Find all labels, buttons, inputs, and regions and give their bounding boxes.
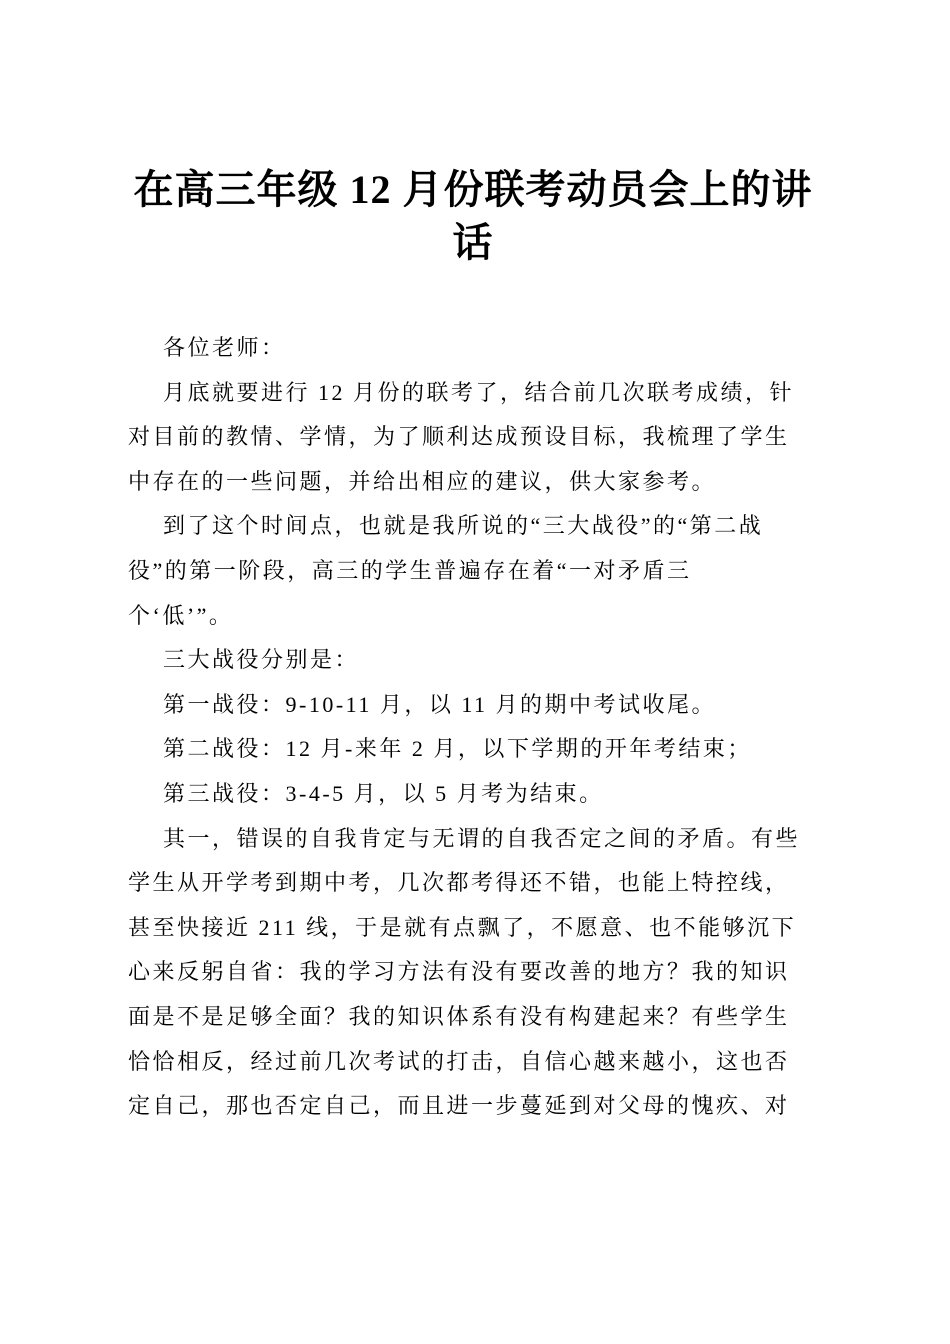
- body-line: 学生从开学考到期中考，几次都考得还不错，也能上特控线，: [128, 870, 790, 896]
- body-line: 中存在的一些问题，并给出相应的建议，供大家参考。: [128, 468, 717, 494]
- title-line-2: 话: [452, 220, 494, 265]
- body-line: 个‘低’”。: [128, 602, 234, 628]
- body-line: 月底就要进行 12 月份的联考了，结合前几次联考成绩，针: [163, 379, 795, 405]
- document-body: [128, 326, 832, 1129]
- document-title: [114, 163, 832, 269]
- body-line: 第三战役：3-4-5 月，以 5 月考为结束。: [163, 780, 604, 806]
- body-line: 第二战役：12 月-来年 2 月，以下学期的开年考结束；: [163, 736, 752, 762]
- body-line: 甚至快接近 211 线，于是就有点飘了，不愿意、也不能够沉下: [128, 914, 797, 940]
- body-line: 三大战役分别是：: [163, 647, 360, 673]
- body-line: 定自己，那也否定自己，而且进一步蔓延到对父母的愧疚、对: [128, 1093, 790, 1119]
- body-line: 到了这个时间点，也就是我所说的“三大战役”的“第二战: [163, 513, 764, 539]
- body-line: 各位老师：: [163, 335, 286, 360]
- body-line: 其一，错误的自我肯定与无谓的自我否定之间的矛盾。有些: [163, 825, 801, 851]
- body-line: 对目前的教情、学情，为了顺利达成预设目标，我梳理了学生: [128, 424, 790, 450]
- body-line: 恰恰相反，经过前几次考试的打击，自信心越来越小，这也否: [128, 1048, 790, 1074]
- body-line: 面是不是足够全面？我的知识体系有没有构建起来？有些学生: [128, 1003, 790, 1029]
- title-line-1: 在高三年级 12 月份联考动员会上的讲: [133, 167, 813, 212]
- body-line: 役”的第一阶段，高三的学生普遍存在着“一对矛盾三: [128, 557, 692, 583]
- body-line: 第一战役：9-10-11 月，以 11 月的期中考试收尾。: [163, 691, 717, 717]
- body-line: 心来反躬自省：我的学习方法有没有要改善的地方？我的知识: [128, 959, 790, 985]
